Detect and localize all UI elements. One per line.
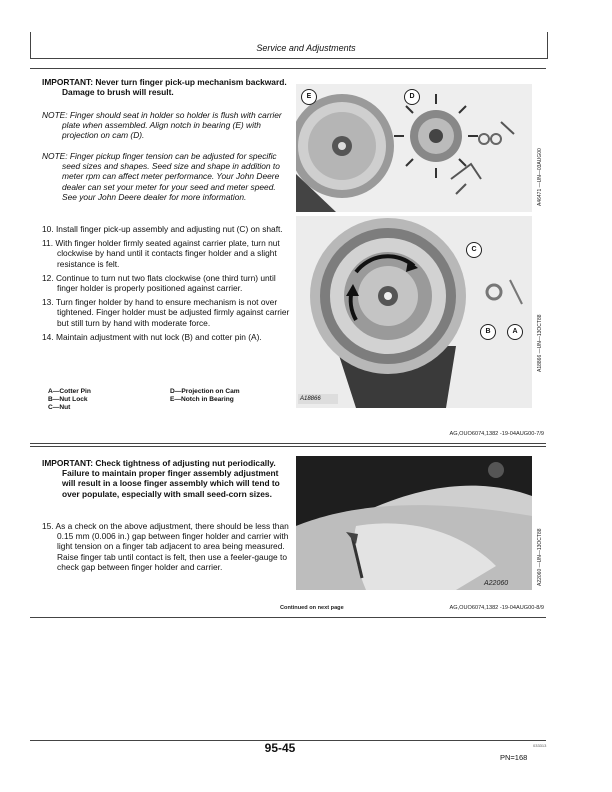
photo1-reference: A46471 —UN—03AUG00 [537, 148, 543, 206]
step-10: 10. Install finger pick-up assembly and adjusting nut (C) on shaft. [42, 224, 283, 234]
callout-d: D [404, 89, 420, 105]
callout-e: E [301, 89, 317, 105]
doc-reference-2: AG,OUO6074,1382 -19-04AUG00-8/9 [449, 605, 544, 611]
steps-list [42, 224, 290, 342]
step-13: 13. Turn finger holder by hand to ensure mechanism is not over tightened. Finger holder must be adjusted firmly against carrier but still turn by hand with moderate force. [42, 297, 290, 328]
photo2-stamp: A18866 [300, 396, 321, 402]
important-lead: IMPORTANT: [42, 77, 94, 87]
photo2-reference: A18866 —UN—13OCT88 [537, 314, 543, 372]
legend-item: B—Nut Lock [48, 396, 88, 403]
note-finger-seat [42, 110, 292, 141]
callout-c: C [466, 242, 482, 258]
callout-b: B [480, 324, 496, 340]
photo3-stamp: A22060 [484, 580, 509, 587]
photo3-reference: A22060 —UN—13OCT88 [537, 528, 543, 586]
step-14: 14. Maintain adjustment with nut lock (B) and cotter pin (A). [42, 331, 262, 342]
step-15: 15. As a check on the above adjustment, there should be less than 0.15 mm (0.006 in.) gap between finger holder and carrier with light tension on a finger tab adjacent to area being measured. Raise finger tab until contact is felt, then use a feeler-gauge to check gap between finger holder and carrier. [42, 521, 289, 572]
important-text: Check tightness of adjusting nut periodically. Failure to maintain proper finger assembly adjustment will result in a loose finger assembly which will tend to over populate, especially with small seed-corn sizes. [62, 458, 280, 499]
step-11: 11. With finger holder firmly seated against carrier plate, turn nut clockwise by hand until it contacts finger holder and a slight resistance is felt. [42, 238, 280, 269]
note-text: Finger should seat in holder so holder is flush with carrier plate when assembled. Align notch in bearing (E) with projection on cam (D). [62, 110, 282, 141]
note-finger-tension [42, 151, 292, 202]
page-number: 95-45 [264, 741, 296, 755]
legend-item: C—Nut [48, 404, 71, 411]
continued-note: Continued on next page [280, 605, 344, 611]
photo-feeler-gauge-art [296, 456, 532, 590]
step-12: 12. Continue to turn nut two flats clockwise (one third turn) until finger holder is properly positioned against carrier. [42, 272, 276, 294]
note-lead: NOTE: [42, 110, 68, 120]
doc-reference-1: AG,OUO6074,1382 -19-04AUG00-7/9 [449, 431, 544, 437]
important-notice-2 [42, 458, 292, 499]
important-notice-1 [42, 77, 292, 97]
photo-assembled-meter [296, 216, 532, 408]
note-text: Finger pickup finger tension can be adjusted for specific seed sizes and shapes. Seed size and shape in addition to meter rpm can affect meter performance. Your John Deere dealer can set your meter for your seed and meter speed. See your John Deere dealer for more information. [62, 151, 280, 202]
callout-a: A [507, 324, 523, 340]
legend-item: A—Cotter Pin [48, 388, 91, 395]
page-header-title: Service and Adjustments [256, 43, 356, 53]
pn-number: PN=168 [500, 753, 528, 762]
legend-item: D—Projection on Cam [170, 388, 240, 395]
note-lead: NOTE: [42, 151, 68, 161]
legend-left [48, 388, 158, 412]
legend-item: E—Notch in Bearing [170, 396, 234, 403]
legend-right [170, 388, 290, 404]
photo-feeler-gauge [296, 456, 532, 590]
photo-assembled-meter-art [296, 216, 532, 408]
footer-code: 033313 [533, 743, 547, 748]
important-lead: IMPORTANT: [42, 458, 94, 468]
important-text: Never turn finger pick-up mechanism backward. Damage to brush will result. [62, 77, 287, 98]
